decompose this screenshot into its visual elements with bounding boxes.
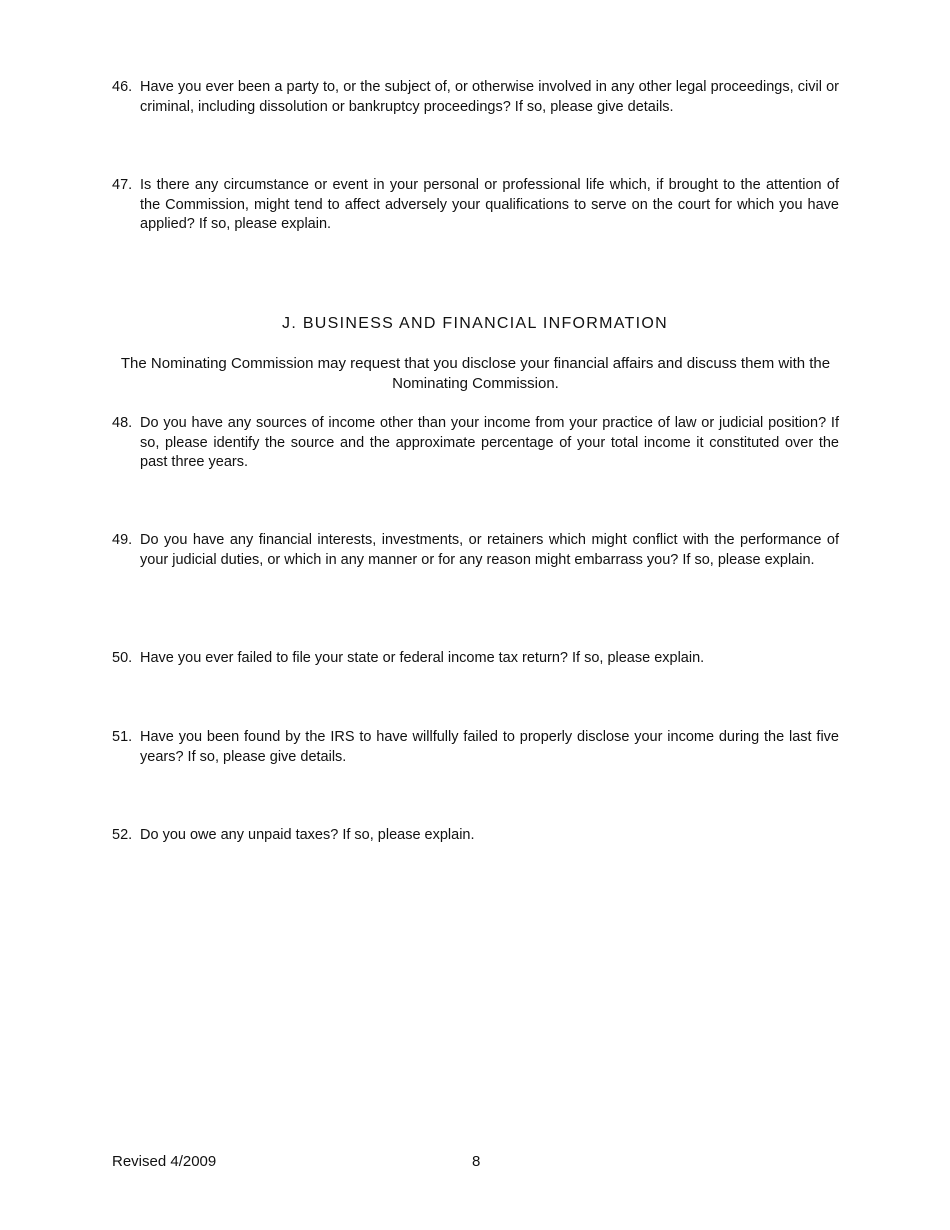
question-text: Is there any circumstance or event in your personal or professional life which, if brought to the attention of the Commission, might tend to affect adversely your qualifications to serve on the court for which you have applied? If so, please explain.	[140, 177, 839, 233]
question-text: Do you owe any unpaid taxes? If so, please explain.	[140, 827, 475, 843]
revision-date: Revised 4/2009	[112, 1153, 217, 1170]
question-47	[112, 176, 839, 235]
question-text: Do you have any sources of income other than your income from your practice of law or judicial position? If so, please identify the source and the approximate percentage of your total income it constituted over the past three years.	[140, 415, 839, 471]
question-number: 48.	[112, 415, 133, 431]
question-number: 47.	[112, 177, 133, 193]
question-52	[112, 826, 839, 846]
page-number: 8	[472, 1153, 481, 1170]
question-text: Do you have any financial interests, investments, or retainers which might conflict with the performance of your judicial duties, or which in any manner or for any reason might embarrass you? If so, please explain.	[140, 532, 839, 568]
question-49	[112, 531, 839, 570]
question-50	[112, 649, 839, 669]
question-46	[112, 78, 839, 117]
question-number: 49.	[112, 532, 133, 548]
question-text: Have you ever failed to file your state or federal income tax return? If so, please explain.	[140, 650, 705, 666]
question-number: 52.	[112, 827, 133, 843]
question-number: 46.	[112, 79, 133, 95]
question-51	[112, 728, 839, 767]
question-48	[112, 414, 839, 473]
question-text: Have you ever been a party to, or the subject of, or otherwise involved in any other legal proceedings, civil or criminal, including dissolution or bankruptcy proceedings? If so, please give details.	[140, 79, 839, 115]
section-title: J. BUSINESS AND FINANCIAL INFORMATION	[282, 315, 668, 332]
question-number: 51.	[112, 729, 133, 745]
section-intro: The Nominating Commission may request that you disclose your financial affairs and discuss them with the Nominating Commission.	[120, 355, 831, 392]
question-number: 50.	[112, 650, 133, 666]
question-text: Have you been found by the IRS to have willfully failed to properly disclose your income during the last five years? If so, please give details.	[140, 729, 839, 765]
